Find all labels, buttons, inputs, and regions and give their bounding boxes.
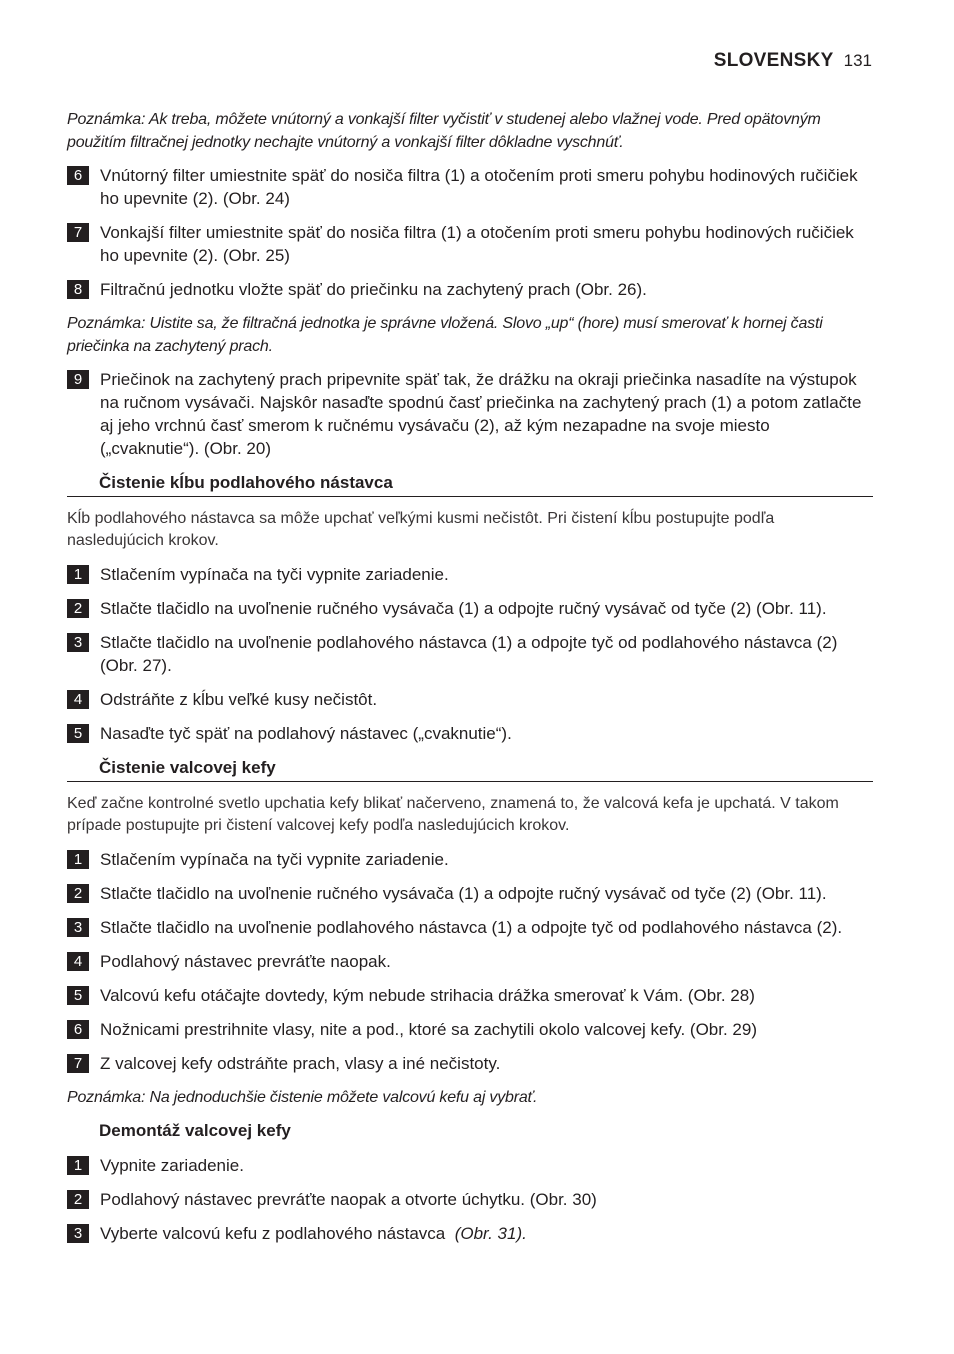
step-number: 7 [67, 223, 89, 242]
section-heading-brush-removal: Demontáž valcovej kefy [99, 1121, 291, 1140]
step-item [67, 688, 873, 711]
step-text: Vonkajší filter umiestnite späť do nosiča filtra (1) a otočením proti smeru pohybu hodinových ručičiek ho upevnite (2). (Obr. 25) [100, 223, 854, 265]
step-item [67, 563, 873, 586]
figure-reference: (Obr. 31). [454, 1224, 527, 1243]
language-label: SLOVENSKY [713, 50, 834, 71]
page-number: 131 [843, 51, 872, 70]
step-number: 4 [67, 952, 89, 971]
step-item [67, 848, 873, 871]
step-number: 3 [67, 633, 89, 652]
step-text: Z valcovej kefy odstráňte prach, vlasy a iné nečistoty. [100, 1054, 501, 1073]
step-number: 6 [67, 1020, 89, 1039]
step-item [67, 1154, 873, 1177]
step-item [67, 368, 873, 460]
step-number: 1 [67, 850, 89, 869]
step-text: Stlačte tlačidlo na uvoľnenie ručného vysávača (1) a odpojte ručný vysávač od tyče (2) (Obr. 11). [100, 599, 827, 618]
step-text: Stlačením vypínača na tyči vypnite zariadenie. [100, 565, 449, 584]
step-item [67, 1188, 873, 1211]
step-item [67, 1018, 873, 1041]
step-item [67, 278, 873, 301]
step-number: 8 [67, 280, 89, 299]
step-number: 1 [67, 565, 89, 584]
step-number: 5 [67, 986, 89, 1005]
step-item [67, 950, 873, 973]
step-text: Vypnite zariadenie. [100, 1156, 244, 1175]
step-number: 7 [67, 1054, 89, 1073]
step-number: 2 [67, 884, 89, 903]
step-text: Odstráňte z kĺbu veľké kusy nečistôt. [100, 690, 378, 709]
section-heading-brush-cleaning: Čistenie valcovej kefy [67, 756, 873, 782]
step-item [67, 882, 873, 905]
step-text: Valcovú kefu otáčajte dovtedy, kým nebude strihacia drážka smerovať k Vám. (Obr. 28) [100, 986, 755, 1005]
note-filter-orientation: Poznámka: Uistite sa, že filtračná jednotka je správne vložená. Slovo „up“ (hore) musí smerovať k hornej časti priečinka na zachytený prach. [67, 315, 823, 355]
step-text: Vnútorný filter umiestnite späť do nosiča filtra (1) a otočením proti smeru pohybu hodinových ručičiek ho upevnite (2). (Obr. 24) [100, 166, 858, 208]
step-number: 2 [67, 599, 89, 618]
step-text: Priečinok na zachytený prach pripevnite späť tak, že drážku na okraji priečinka nasadíte na výstupok na ručnom vysávači. Najskôr nasaďte spodnú časť priečinka na zachytený prach (1) a potom zatlačte aj jeho vrchnú časť smerom k ručnému vysávaču (2), až kým nezapadne na svoje miesto („cvaknutie“). (Obr. 20) [100, 370, 862, 458]
step-item [67, 597, 873, 620]
step-number: 1 [67, 1156, 89, 1175]
step-number: 9 [67, 370, 89, 389]
step-text: Podlahový nástavec prevráťte naopak. [100, 952, 391, 971]
step-number: 3 [67, 918, 89, 937]
page-content [67, 108, 873, 1256]
section-heading-joint-cleaning: Čistenie kĺbu podlahového nástavca [67, 471, 873, 497]
step-text: Nasaďte tyč späť na podlahový nástavec („cvaknutie“). [100, 724, 512, 743]
step-number: 3 [67, 1224, 89, 1243]
step-item [67, 916, 873, 939]
step-number: 2 [67, 1190, 89, 1209]
step-text: Podlahový nástavec prevráťte naopak a otvorte úchytku. (Obr. 30) [100, 1190, 597, 1209]
step-text: Filtračnú jednotku vložte späť do priečinku na zachytený prach (Obr. 26). [100, 280, 647, 299]
step-text: Stlačením vypínača na tyči vypnite zariadenie. [100, 850, 449, 869]
section-intro: Kĺb podlahového nástavca sa môže upchať veľkými kusmi nečistôt. Pri čistení kĺbu postupujte podľa nasledujúcich krokov. [67, 510, 775, 549]
section-intro: Keď začne kontrolné svetlo upchatia kefy blikať načerveno, znamená to, že valcová kefa je upchatá. V takom prípade postupujte pri čistení valcovej kefy podľa nasledujúcich krokov. [67, 795, 839, 834]
step-item [67, 631, 873, 677]
step-item [67, 1052, 873, 1075]
page-header [714, 50, 872, 72]
step-text: Stlačte tlačidlo na uvoľnenie ručného vysávača (1) a odpojte ručný vysávač od tyče (2) (Obr. 11). [100, 884, 827, 903]
note-brush-removal: Poznámka: Na jednoduchšie čistenie môžete valcovú kefu aj vybrať. [67, 1089, 538, 1106]
step-item [67, 984, 873, 1007]
step-text: Stlačte tlačidlo na uvoľnenie podlahového nástavca (1) a odpojte tyč od podlahového nástavca (2) (Obr. 27). [100, 633, 838, 675]
step-item [67, 1222, 873, 1245]
step-number: 5 [67, 724, 89, 743]
step-text: Nožnicami prestrihnite vlasy, nite a pod., ktoré sa zachytili okolo valcovej kefy. (Obr. 29) [100, 1020, 757, 1039]
step-number: 4 [67, 690, 89, 709]
note-filter-cleaning: Poznámka: Ak treba, môžete vnútorný a vonkajší filter vyčistiť v studenej alebo vlažnej vode. Pred opätovným použitím filtračnej jednotky nechajte vnútorný a vonkajší filter dôkladne vyschnúť. [67, 111, 821, 151]
step-item [67, 221, 873, 267]
step-text: Vyberte valcovú kefu z podlahového nástavca [100, 1224, 446, 1243]
step-number: 6 [67, 166, 89, 185]
step-text-wrapper [100, 1222, 873, 1245]
step-text: Stlačte tlačidlo na uvoľnenie podlahového nástavca (1) a odpojte tyč od podlahového nástavca (2). [100, 918, 843, 937]
step-item [67, 164, 873, 210]
step-item [67, 722, 873, 745]
